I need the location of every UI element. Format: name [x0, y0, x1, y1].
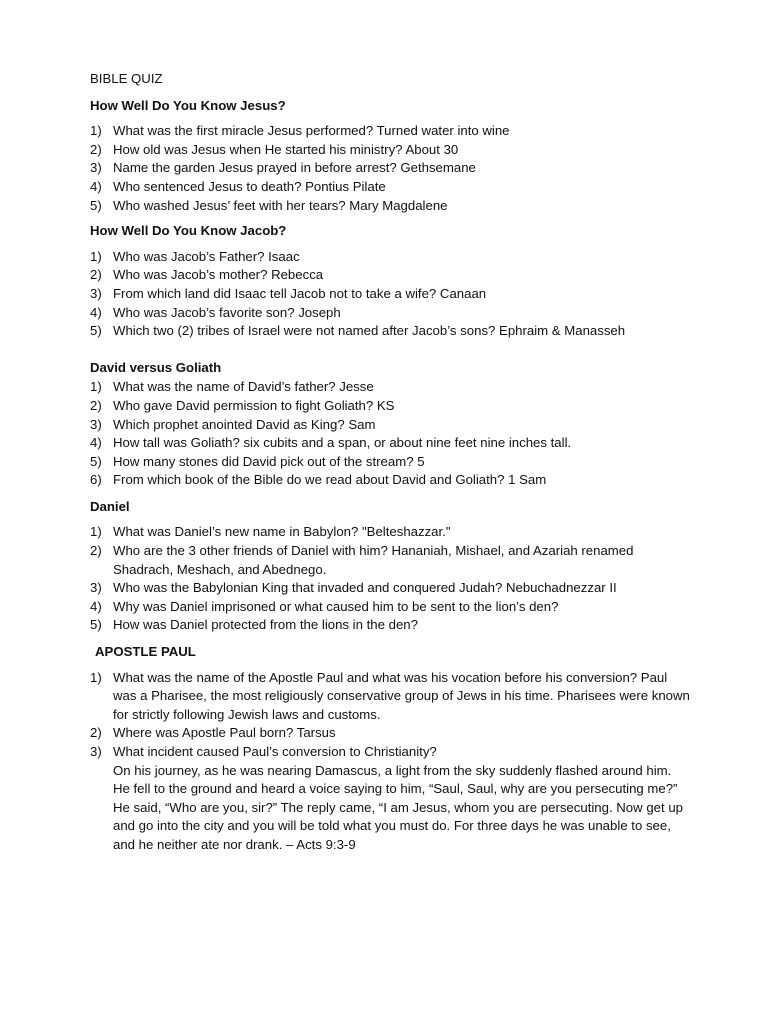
question-text: How old was Jesus when He started his ministry? About 30	[113, 141, 459, 157]
question-text: What was the name of the Apostle Paul and what was his vocation before his conversion? Paul was a Pharisee, the most religiously conservative group of Jews in his time. Pharisees were known for strictly following Jewish laws and customs.	[113, 669, 690, 722]
section-heading-jesus: How Well Do You Know Jesus?	[90, 97, 286, 113]
question-text: Who are the 3 other friends of Daniel with him? Hananiah, Mishael, and Azariah renamed Shadrach, Meshach, and Abednego.	[113, 543, 634, 577]
question-item	[90, 743, 690, 855]
question-item	[90, 471, 690, 490]
document-page	[90, 70, 690, 855]
question-text: How many stones did David pick out of the stream? 5	[113, 453, 425, 469]
question-text: Who sentenced Jesus to death? Pontius Pilate	[113, 178, 386, 194]
question-text: Which prophet anointed David as King? Sam	[113, 416, 376, 432]
question-number: 5)	[90, 323, 102, 339]
question-item	[90, 616, 690, 635]
question-list-jesus	[90, 122, 690, 215]
question-text: What incident caused Paul’s conversion to Christianity?	[113, 744, 437, 759]
section-heading-daniel: Daniel	[90, 498, 130, 514]
question-item	[90, 122, 690, 141]
question-item	[90, 159, 690, 178]
question-item	[90, 178, 690, 197]
question-text: Why was Daniel imprisoned or what caused him to be sent to the lion’s den?	[113, 598, 559, 614]
question-item	[90, 453, 690, 472]
question-item	[90, 669, 690, 725]
question-item	[90, 197, 690, 216]
question-text: Which two (2) tribes of Israel were not named after Jacob’s sons? Ephraim & Manasseh	[113, 323, 626, 339]
question-number: 2)	[90, 267, 102, 283]
question-number: 2)	[90, 725, 102, 741]
question-item	[90, 523, 690, 542]
question-number: 1)	[90, 123, 102, 139]
question-text: What was Daniel’s new name in Babylon? "Belteshazzar."	[113, 524, 451, 540]
question-number: 5)	[90, 453, 102, 469]
question-text: Where was Apostle Paul born? Tarsus	[113, 725, 336, 741]
question-text: Name the garden Jesus prayed in before arrest? Gethsemane	[113, 160, 476, 176]
question-text: Who was Jacob’s mother? Rebecca	[113, 267, 324, 283]
section-heading-jacob: How Well Do You Know Jacob?	[90, 223, 287, 239]
document-title: BIBLE QUIZ	[90, 71, 163, 86]
question-item	[90, 141, 690, 160]
question-number: 4)	[90, 304, 102, 320]
question-text: How tall was Goliath? six cubits and a span, or about nine feet nine inches tall.	[113, 435, 572, 451]
question-text: Who gave David permission to fight Goliath? KS	[113, 397, 395, 413]
question-text: Who was the Babylonian King that invaded and conquered Judah? Nebuchadnezzar II	[113, 580, 617, 596]
question-text: From which land did Isaac tell Jacob not to take a wife? Canaan	[113, 285, 487, 301]
question-list-david	[90, 378, 690, 490]
question-number: 4)	[90, 178, 102, 194]
question-number: 5)	[90, 617, 102, 633]
question-number: 1)	[90, 379, 102, 395]
question-number: 3)	[90, 160, 102, 176]
question-list-jacob	[90, 248, 690, 341]
question-text: What was the first miracle Jesus performed? Turned water into wine	[113, 123, 510, 139]
question-number: 1)	[90, 248, 102, 264]
question-item	[90, 304, 690, 323]
question-item	[90, 416, 690, 435]
question-text: Who washed Jesus’ feet with her tears? Mary Magdalene	[113, 197, 448, 213]
question-text: How was Daniel protected from the lions in the den?	[113, 617, 418, 633]
question-number: 3)	[90, 285, 102, 301]
question-number: 2)	[90, 397, 102, 413]
question-item	[90, 266, 690, 285]
section-heading-paul: APOSTLE PAUL	[95, 644, 196, 660]
question-list-daniel	[90, 523, 690, 635]
question-number: 1)	[90, 669, 102, 685]
question-item	[90, 322, 690, 341]
question-number: 6)	[90, 472, 102, 488]
question-item	[90, 598, 690, 617]
question-item	[90, 724, 690, 743]
question-item	[90, 397, 690, 416]
answer-paragraph: On his journey, as he was nearing Damascus, a light from the sky suddenly flashed around him. He fell to the ground and heard a voice saying to him, “Saul, Saul, why are you persecuting me?” He said, “Who are you, sir?” The reply came, “I am Jesus, whom you are persecuting. Now get up and go into the city and you will be told what you must do. For three days he was unable to see, and he neither ate nor drank. – Acts 9:3-9	[113, 762, 683, 852]
section-heading-david: David versus Goliath	[90, 359, 222, 375]
question-item	[90, 542, 690, 579]
question-text: From which book of the Bible do we read about David and Goliath? 1 Sam	[113, 472, 547, 488]
question-number: 2)	[90, 141, 102, 157]
question-list-paul	[90, 669, 690, 855]
question-number: 5)	[90, 197, 102, 213]
question-number: 4)	[90, 435, 102, 451]
question-number: 1)	[90, 524, 102, 540]
question-number: 3)	[90, 580, 102, 596]
question-item	[90, 378, 690, 397]
question-number: 3)	[90, 416, 102, 432]
question-number: 3)	[90, 744, 102, 759]
question-item	[90, 579, 690, 598]
question-item	[90, 248, 690, 267]
question-item	[90, 285, 690, 304]
question-text: Who was Jacob’s Father? Isaac	[113, 248, 300, 264]
question-item	[90, 434, 690, 453]
question-number: 4)	[90, 598, 102, 614]
question-text: What was the name of David’s father? Jesse	[113, 379, 374, 395]
question-text: Who was Jacob’s favorite son? Joseph	[113, 304, 341, 320]
question-number: 2)	[90, 543, 102, 559]
